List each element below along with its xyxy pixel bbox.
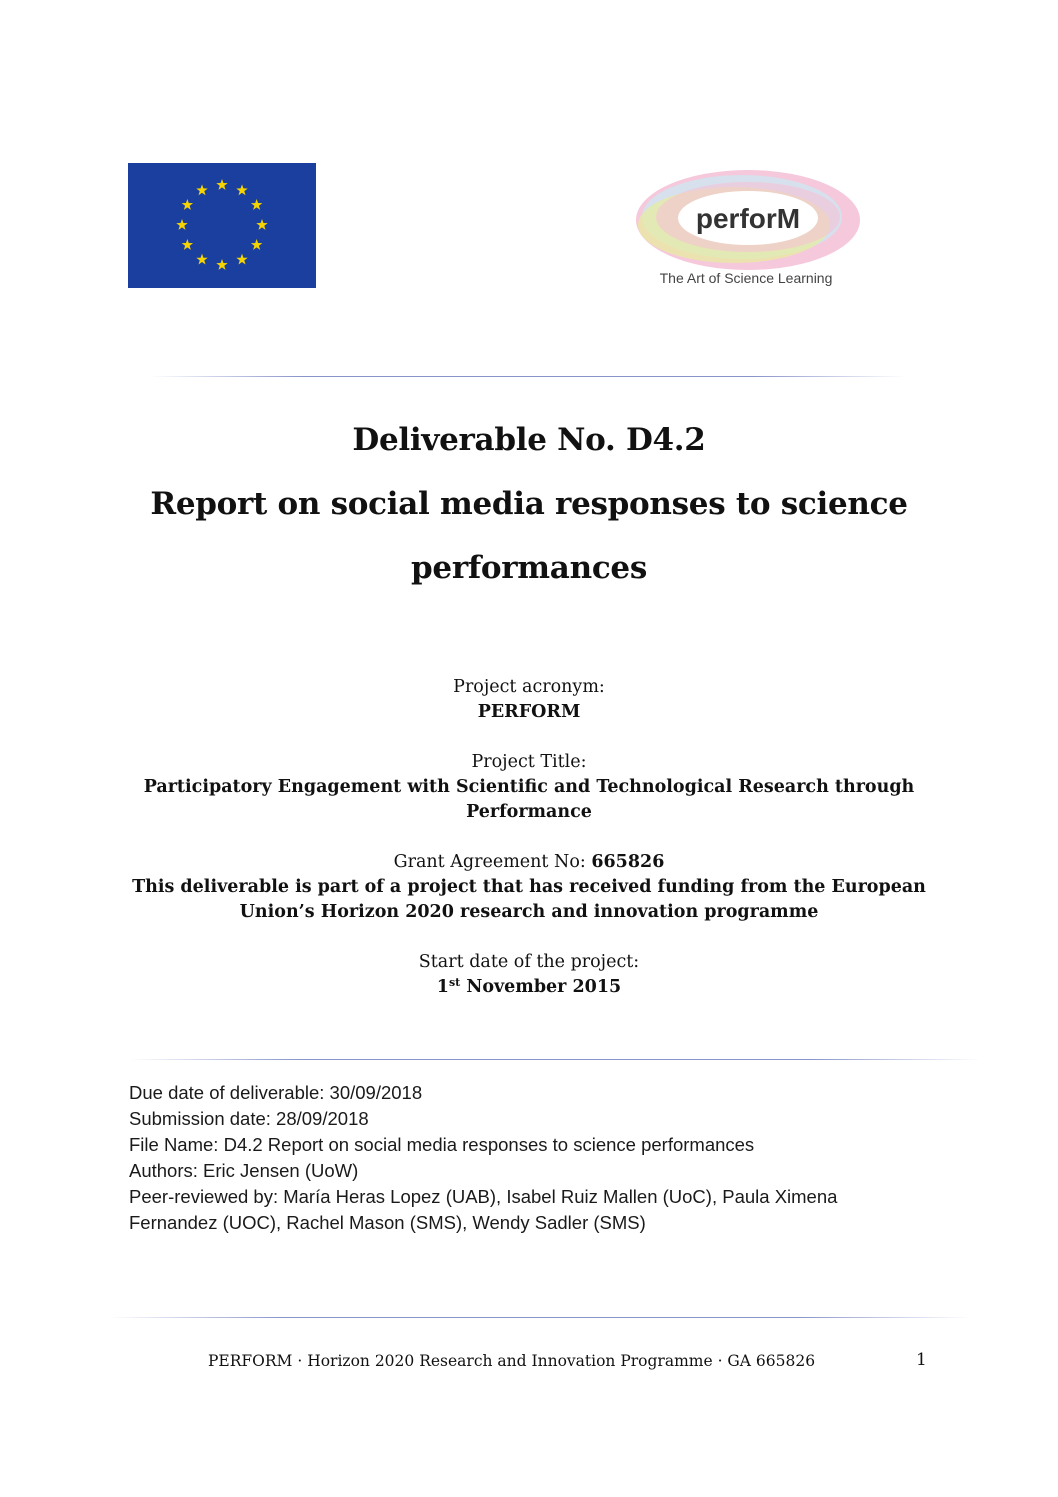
- eu-flag-icon: [128, 163, 316, 288]
- reviewers-line-2: Fernandez (UOC), Rachel Mason (SMS), Wendy Sadler (SMS): [129, 1212, 646, 1233]
- funding-line-2: Union’s Horizon 2020 research and innovation programme: [239, 902, 819, 922]
- page-number: 1: [916, 1350, 927, 1370]
- title-line-1: Deliverable No. D4.2: [352, 422, 706, 458]
- project-title-line-2: Performance: [466, 802, 592, 822]
- start-date: [60, 975, 998, 1000]
- perform-tagline: The Art of Science Learning: [659, 270, 833, 286]
- file-name: File Name: D4.2 Report on social media responses to science performances: [129, 1134, 755, 1155]
- authors: Authors: Eric Jensen (UoW): [129, 1160, 359, 1181]
- acronym-group: [60, 675, 998, 725]
- start-group: [60, 950, 998, 1000]
- acronym-label: Project acronym:: [453, 677, 605, 697]
- grant-label: Grant Agreement No:: [393, 852, 592, 872]
- title-line-3: performances: [411, 550, 647, 586]
- start-day-suffix: st: [448, 976, 461, 989]
- project-title-label: Project Title:: [471, 752, 587, 772]
- title-group: [60, 750, 998, 825]
- divider-footer: [110, 1317, 970, 1318]
- title-line-2: Report on social media responses to science: [150, 486, 908, 522]
- footer-text: PERFORM · Horizon 2020 Research and Innovation Programme · GA 665826: [208, 1352, 816, 1370]
- perform-logo: [630, 165, 866, 295]
- divider-middle: [130, 1059, 980, 1060]
- project-info: [60, 675, 998, 1025]
- divider-top: [150, 376, 905, 377]
- submission-date: Submission date: 28/09/2018: [129, 1108, 369, 1129]
- deliverable-metadata: [129, 1080, 929, 1236]
- acronym-value: PERFORM: [477, 702, 581, 722]
- document-title: [0, 408, 1058, 600]
- perform-logo-icon: [630, 165, 866, 295]
- eu-flag-logo: [128, 163, 316, 288]
- start-label: Start date of the project:: [418, 952, 640, 972]
- grant-group: [60, 850, 998, 925]
- reviewers-line-1: Peer-reviewed by: María Heras Lopez (UAB), Isabel Ruiz Mallen (UoC), Paula Ximena: [129, 1186, 838, 1207]
- funding-line-1: This deliverable is part of a project that has received funding from the European: [132, 877, 926, 897]
- start-month-year: November 2015: [460, 977, 622, 997]
- due-date: Due date of deliverable: 30/09/2018: [129, 1082, 423, 1103]
- project-title-line-1: Participatory Engagement with Scientific and Technological Research through: [143, 777, 915, 797]
- grant-line: [60, 850, 998, 875]
- grant-number: 665826: [591, 852, 665, 872]
- start-day: 1: [436, 977, 449, 997]
- perform-wordmark: perforM: [695, 203, 801, 234]
